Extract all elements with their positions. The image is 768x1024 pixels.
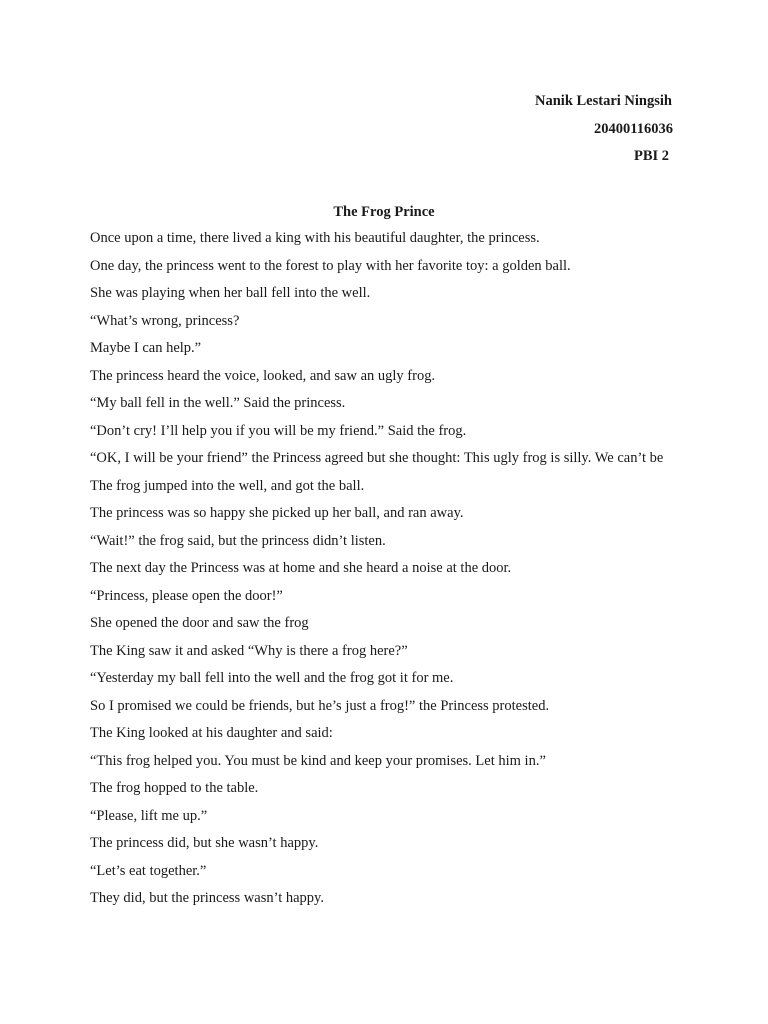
student-id: 20400116036 [594, 121, 673, 137]
story-paragraph: “My ball fell in the well.” Said the princess. [90, 395, 346, 411]
story-paragraph: The frog jumped into the well, and got the ball. [90, 477, 365, 494]
story-paragraph: The next day the Princess was at home and she heard a noise at the door. [90, 560, 512, 576]
story-body [90, 230, 690, 918]
class-code: PBI 2 [634, 148, 670, 164]
story-paragraph: “OK, I will be your friend” the Princess agreed but she thought: This ugly frog is silly. We can’t be [90, 450, 664, 466]
story-paragraph: The King looked at his daughter and said: [90, 725, 333, 741]
story-paragraph: “Yesterday my ball fell into the well and the frog got it for me. [90, 670, 454, 686]
story-paragraph: She opened the door and saw the frog [90, 615, 309, 631]
story-paragraph: “Wait!” the frog said, but the princess didn’t listen. [90, 532, 386, 549]
story-paragraph: Once upon a time, there lived a king with his beautiful daughter, the princess. [90, 230, 540, 246]
story-paragraph: The frog hopped to the table. [90, 780, 259, 796]
story-paragraph: The princess did, but she wasn’t happy. [90, 835, 319, 851]
story-paragraph: She was playing when her ball fell into the well. [90, 285, 371, 301]
story-paragraph: “Please, lift me up.” [90, 807, 208, 824]
story-paragraph: The princess heard the voice, looked, and saw an ugly frog. [90, 367, 436, 384]
story-paragraph: They did, but the princess wasn’t happy. [90, 890, 324, 906]
story-paragraph: “This frog helped you. You must be kind and keep your promises. Let him in.” [90, 752, 546, 769]
story-paragraph: One day, the princess went to the forest to play with her favorite toy: a golden ball. [90, 257, 571, 274]
story-paragraph: “Princess, please open the door!” [90, 587, 283, 604]
story-paragraph: “Let’s eat together.” [90, 862, 207, 879]
story-paragraph: Maybe I can help.” [90, 340, 202, 356]
author-name: Nanik Lestari Ningsih [535, 93, 672, 109]
story-paragraph: The princess was so happy she picked up her ball, and ran away. [90, 505, 464, 521]
story-paragraph: The King saw it and asked “Why is there a frog here?” [90, 642, 408, 659]
story-title [0, 204, 768, 221]
story-title-text: The Frog Prince [333, 204, 435, 220]
story-paragraph: “What’s wrong, princess? [90, 312, 240, 329]
story-paragraph: So I promised we could be friends, but he’s just a frog!” the Princess protested. [90, 697, 550, 714]
story-paragraph: “Don’t cry! I’ll help you if you will be my friend.” Said the frog. [90, 422, 467, 439]
